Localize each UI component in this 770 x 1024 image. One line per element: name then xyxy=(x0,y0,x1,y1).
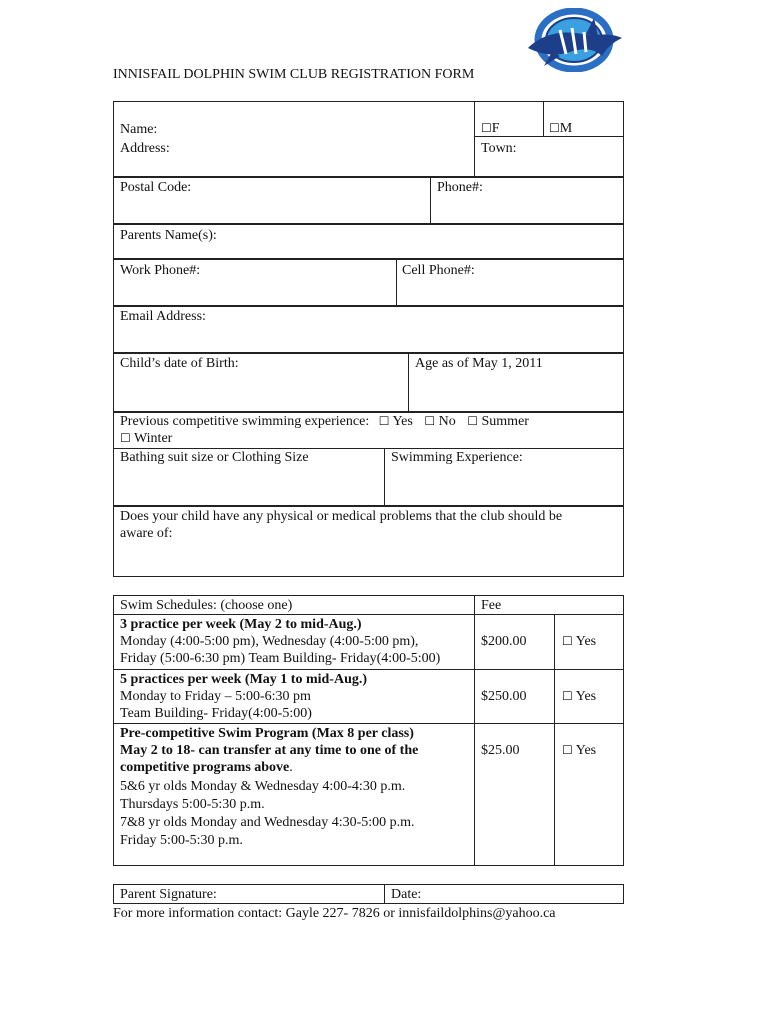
divider xyxy=(408,353,409,412)
date-label: Date: xyxy=(391,887,422,902)
divider xyxy=(474,595,475,866)
previous-experience-label: Previous competitive swimming experience: xyxy=(120,414,370,429)
option-yes-label: Yes xyxy=(392,414,413,429)
program-detail: Monday (4:00-5:00 pm), Wednesday (4:00-5:00 pm), xyxy=(120,634,419,649)
program-fee: $250.00 xyxy=(481,689,527,704)
checkbox-icon[interactable]: ☐ xyxy=(562,634,573,648)
option-summer-label: Summer xyxy=(481,414,529,429)
divider xyxy=(396,259,397,306)
address-label: Address: xyxy=(120,141,170,156)
divider xyxy=(384,448,385,506)
program-choice-yes[interactable]: ☐ Yes xyxy=(562,634,597,649)
checkbox-icon[interactable]: ☐ xyxy=(562,689,573,703)
program-choice-yes[interactable]: ☐ Yes xyxy=(562,743,597,758)
program-detail: Team Building- Friday(4:00-5:00) xyxy=(120,706,312,721)
gender-female-option[interactable] xyxy=(481,120,500,137)
program-title: 5 practices per week (May 1 to mid-Aug.) xyxy=(120,672,368,687)
option-winter-label: Winter xyxy=(134,431,173,446)
program-detail: 5&6 yr olds Monday & Wednesday 4:00-4:30 p.m. xyxy=(120,779,406,794)
age-as-of-label: Age as of May 1, 2011 xyxy=(415,356,543,371)
name-address-box[interactable] xyxy=(113,101,624,177)
cell-phone-label: Cell Phone#: xyxy=(402,263,475,278)
swimming-experience-label: Swimming Experience: xyxy=(391,450,523,465)
program-title: Pre-competitive Swim Program (Max 8 per class) xyxy=(120,726,414,741)
checkbox-icon[interactable]: ☐ xyxy=(562,743,573,757)
program-detail: Friday (5:00-6:30 pm) Team Building- Friday(4:00-5:00) xyxy=(120,651,441,666)
contact-info: For more information contact: Gayle 227- 7826 or innisfaildolphins@yahoo.ca xyxy=(113,906,556,921)
divider xyxy=(543,101,544,136)
gender-male-option[interactable] xyxy=(549,120,572,137)
child-dob-label: Child’s date of Birth: xyxy=(120,356,239,371)
option-winter-row xyxy=(120,430,172,447)
program-detail: Monday to Friday – 5:00-6:30 pm xyxy=(120,689,311,704)
medical-question-line2: aware of: xyxy=(120,526,173,541)
divider xyxy=(430,177,431,224)
fee-header: Fee xyxy=(481,598,502,613)
divider xyxy=(474,101,475,177)
bathing-suit-label: Bathing suit size or Clothing Size xyxy=(120,450,309,465)
work-phone-label: Work Phone#: xyxy=(120,263,201,278)
phone-label: Phone#: xyxy=(437,180,483,195)
checkbox-icon[interactable]: ☐ xyxy=(467,414,478,428)
schedule-header: Swim Schedules: (choose one) xyxy=(120,598,293,613)
email-label: Email Address: xyxy=(120,309,206,324)
divider xyxy=(384,884,385,904)
dolphin-logo-icon xyxy=(522,8,628,72)
divider xyxy=(554,614,555,866)
program-detail: Friday 5:00-5:30 p.m. xyxy=(120,833,243,848)
divider xyxy=(113,669,624,670)
checkbox-icon[interactable]: ☐ xyxy=(481,121,492,135)
program-title: 3 practice per week (May 2 to mid-Aug.) xyxy=(120,617,362,632)
bathing-suit-field[interactable] xyxy=(114,466,383,505)
program-choice-yes[interactable]: ☐ Yes xyxy=(562,689,597,704)
gender-female-label: F xyxy=(491,121,500,136)
program-fee: $200.00 xyxy=(481,634,527,649)
form-title: INNISFAIL DOLPHIN SWIM CLUB REGISTRATION FORM xyxy=(113,67,475,82)
divider xyxy=(113,614,624,615)
option-no-label: No xyxy=(438,414,456,429)
program-detail: Thursdays 5:00-5:30 p.m. xyxy=(120,797,265,812)
name-label: Name: xyxy=(120,122,158,137)
gender-male-label: M xyxy=(559,121,573,136)
program-title: May 2 to 18- can transfer at any time to one of the xyxy=(120,743,419,758)
swimming-experience-field[interactable] xyxy=(386,466,623,505)
divider xyxy=(113,723,624,724)
town-label: Town: xyxy=(481,141,517,156)
checkbox-icon[interactable]: ☐ xyxy=(378,414,390,428)
program-title: competitive programs above. xyxy=(120,760,293,775)
program-fee: $25.00 xyxy=(481,743,520,758)
checkbox-icon[interactable]: ☐ xyxy=(424,414,436,428)
parents-name-label: Parents Name(s): xyxy=(120,228,217,243)
program-detail: 7&8 yr olds Monday and Wednesday 4:30-5:00 p.m. xyxy=(120,815,415,830)
postal-code-label: Postal Code: xyxy=(120,180,192,195)
checkbox-icon[interactable]: ☐ xyxy=(120,431,131,445)
checkbox-icon[interactable]: ☐ xyxy=(549,121,560,135)
previous-experience-row xyxy=(120,413,529,430)
medical-question-line1: Does your child have any physical or medical problems that the club should be xyxy=(120,509,563,524)
parent-signature-label: Parent Signature: xyxy=(120,887,217,902)
